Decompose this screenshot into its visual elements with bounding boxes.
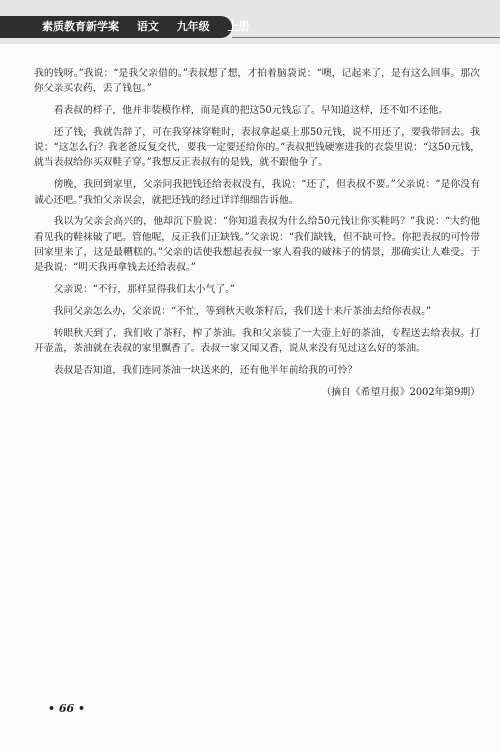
header-rule [232,37,500,38]
paragraph-8: 转眼秋天到了，我们收了茶籽，榨了茶油。我和父亲装了一大壶上好的茶油，专程送去给表叔。打开壶盖，茶油就在表叔的家里飘香了。表叔一家又闻又香，说从来没有见过这么好的茶油。 [34,327,480,354]
paragraph-2: 看表叔的样子，他并非装模作样，而是真的把这50元钱忘了。早知道这样，还不如不还他。 [53,105,449,117]
paragraph-3: 还了钱，我就告辞了，可在我穿袜穿鞋时，表叔拿起桌上那50元钱，说不用还了，要我带回去。我说：“这怎么行？我老爸反复交代，要我一定要还给你的。”表叔把钱硬塞进我的衣袋里说：“这50元钱，就当表叔给你买双鞋子穿。”我想反正表叔有的是钱，就不跟他争了。 [34,126,480,169]
article-body [34,66,480,406]
source-citation: （摘自《希望月报》2002年第9期） [321,386,480,398]
paragraph-5: 我以为父亲会高兴的，他却沉下脸说：“你知道表叔为什么给50元钱让你买鞋吗？”我说：“大约他看见我的鞋袜破了吧。管他呢，反正我们正缺钱。”父亲说：“我们缺钱，但不缺可怜。你把表叔的可怜带回家里来了，这是最糟糕的。”父亲的话使我想起表叔一家人看我的破袜子的情景，那确实让人难受。于是我说：“明天我再拿钱去还给表叔。” [34,216,480,274]
header-series: 素质教育新学案 [42,20,119,33]
paragraph-4: 傍晚，我回到家里，父亲问我把钱还给表叔没有，我说：“还了，但表叔不要。”父亲说：“是你没有诚心还吧。”我怕父亲误会，就把还钱的经过详详细细告诉他。 [34,179,480,206]
page-number: • 66 • [48,702,86,715]
page-header [0,0,500,44]
paragraph-7: 我问父亲怎么办，父亲说：“不忙，等到秋天收茶籽后，我们送十来斤茶油去给你表叔。” [53,305,431,317]
header-text [42,18,264,36]
header-subject: 语文 [136,20,159,33]
header-volume: 上册 [227,20,250,33]
paragraph-6: 父亲说：“不行，那样显得我们太小气了。” [53,284,236,296]
paragraph-9: 表叔是否知道，我们连同茶油一块送来的，还有他半年前给我的可怜？ [53,364,358,376]
paragraph-1: 我的钱呀。”我说：“是我父亲借的。”表叔想了想，才拍着脑袋说：“噢，记起来了，是有这么回事。那次你父亲买农药，丢了钱包。” [34,68,480,95]
header-grade: 九年级 [176,20,210,33]
